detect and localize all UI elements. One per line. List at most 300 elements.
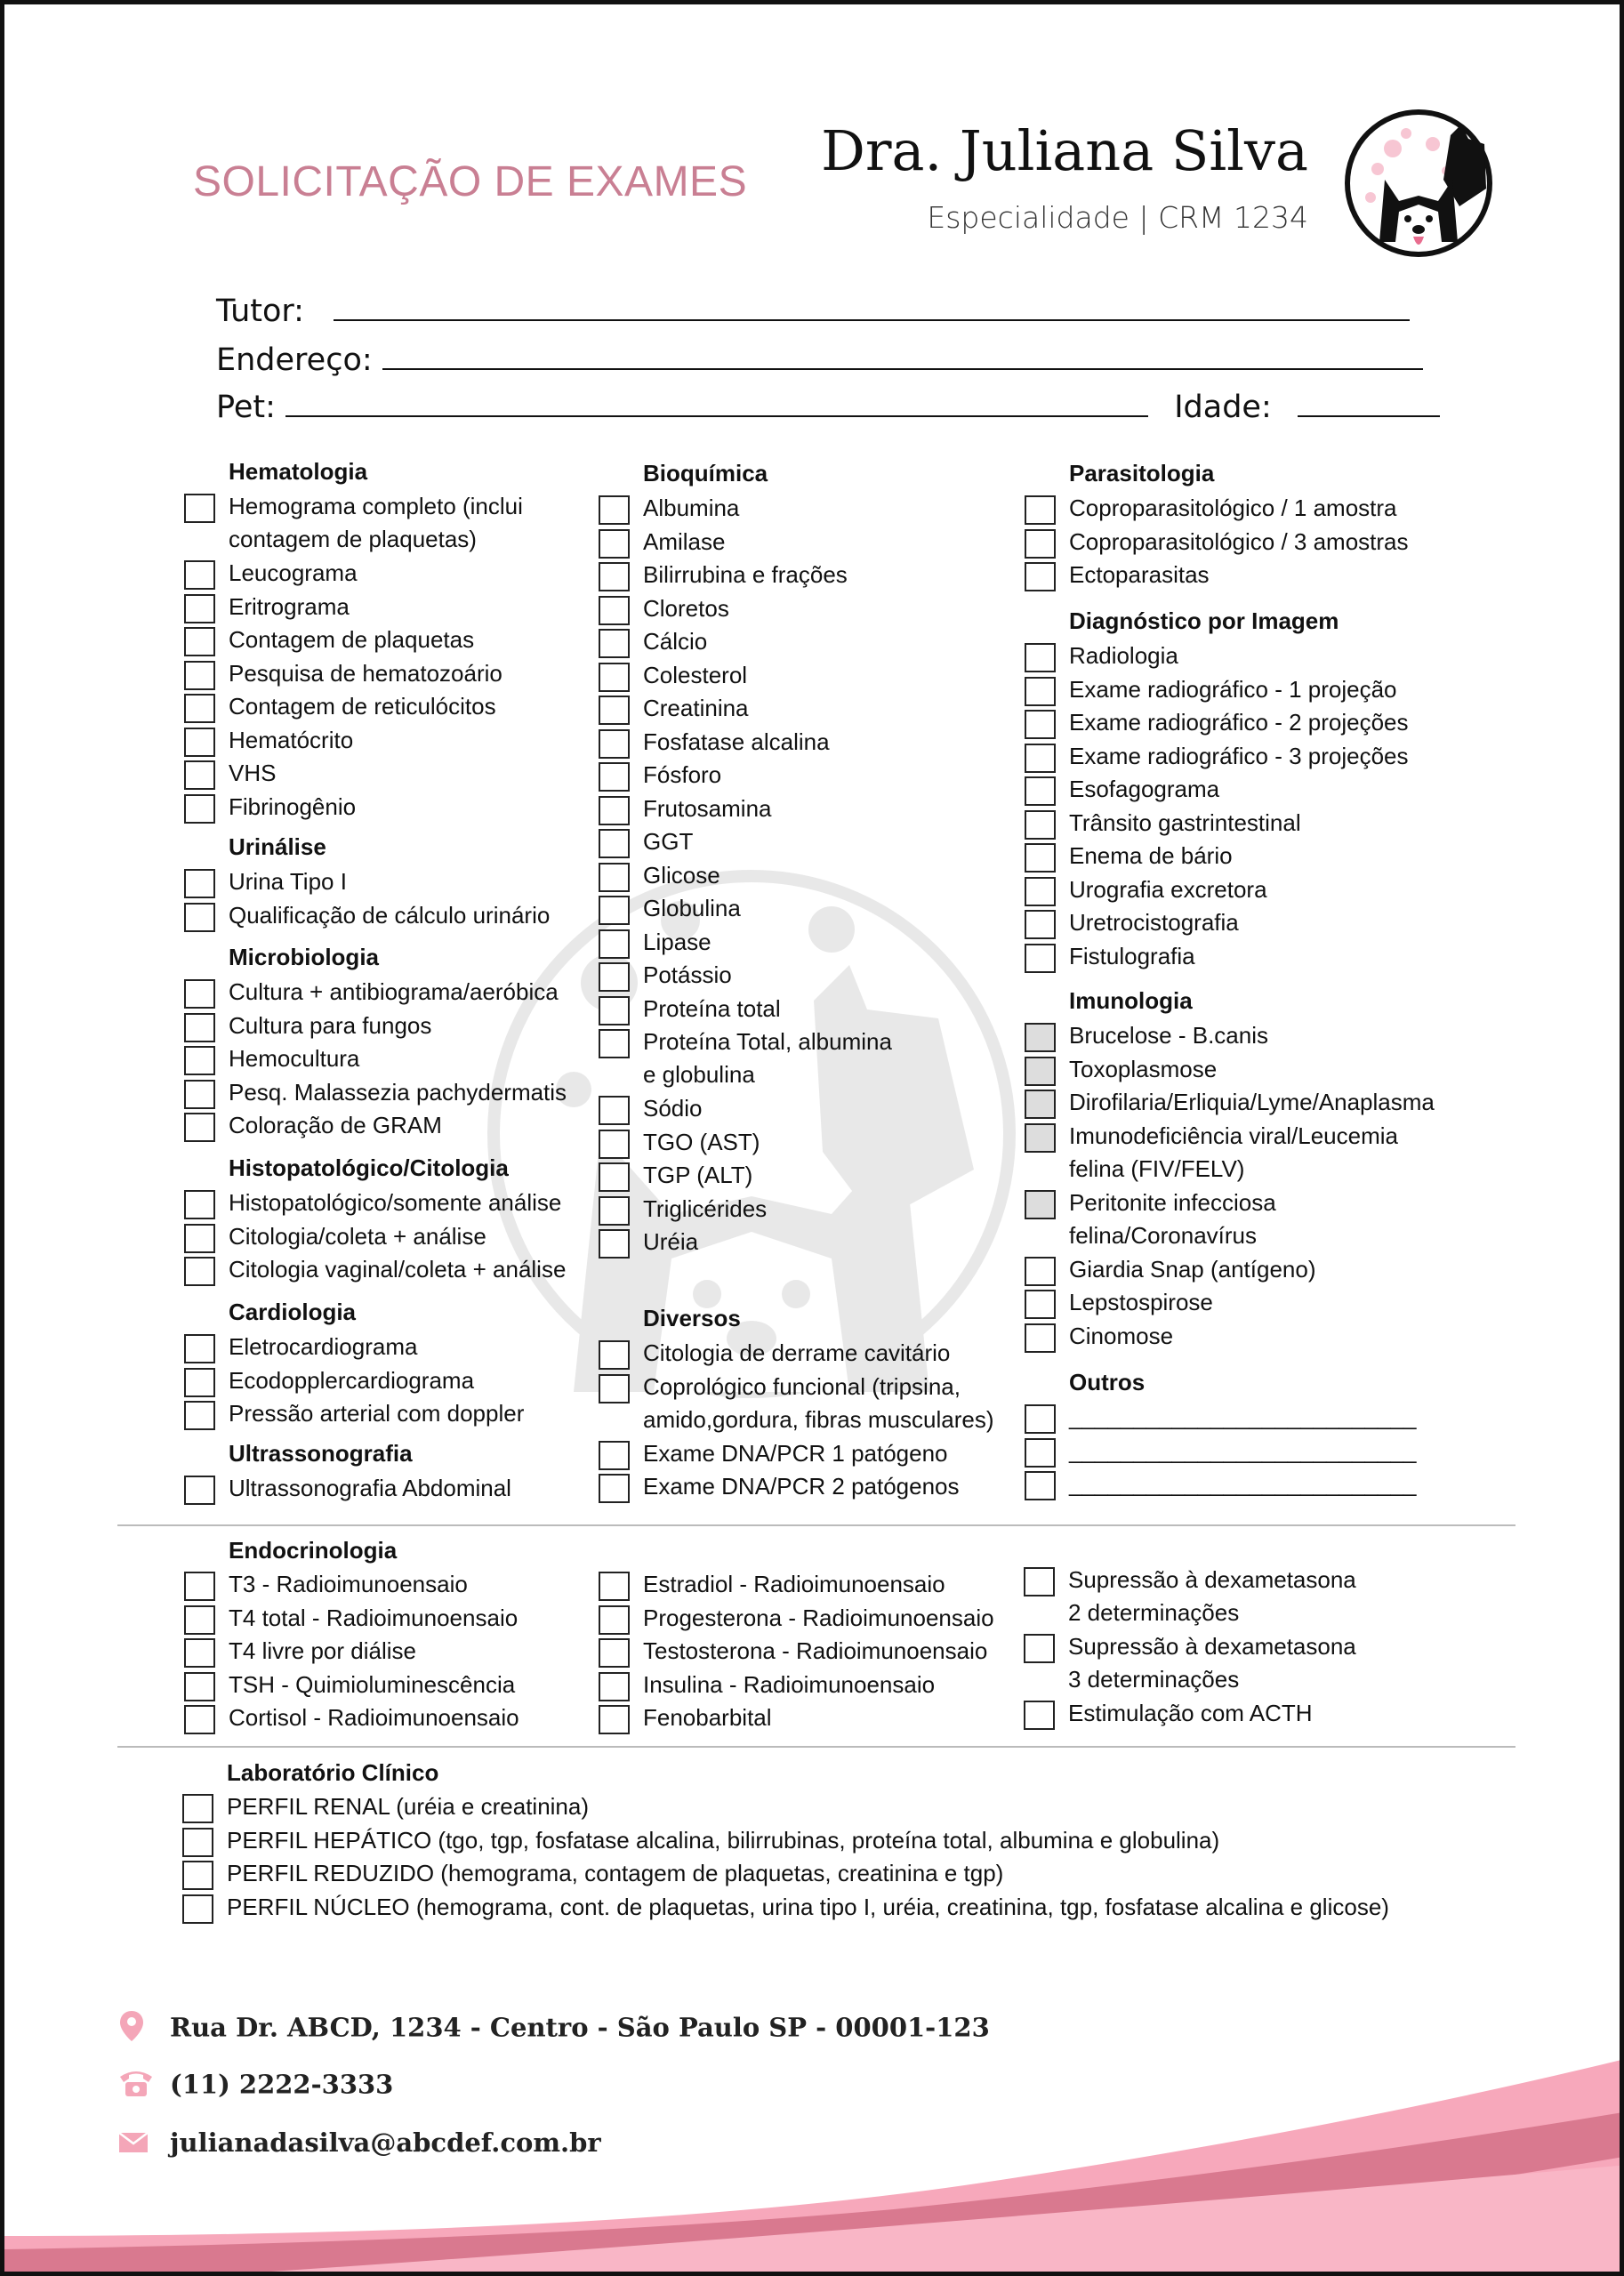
section-title-laboratorio-clinico: Laboratório Clínico xyxy=(227,1759,439,1786)
exam-checkbox[interactable] xyxy=(1024,1567,1055,1596)
exam-label: Creatinina xyxy=(643,695,749,721)
exam-option[interactable] xyxy=(643,526,725,559)
section-title-diagnostico-por-imagem: Diagnóstico por Imagem xyxy=(1069,607,1339,634)
exam-option[interactable] xyxy=(1069,1320,1173,1353)
exam-checkbox[interactable] xyxy=(599,796,630,825)
exam-label: Triglicérides xyxy=(643,1194,768,1222)
exam-checkbox[interactable] xyxy=(599,996,630,1025)
exam-checkbox[interactable] xyxy=(184,560,215,590)
exam-checkbox[interactable] xyxy=(599,1340,630,1370)
exam-label: T4 total - Radioimunoensaio xyxy=(229,1604,519,1631)
exam-option[interactable] xyxy=(1069,1053,1217,1086)
exam-option[interactable] xyxy=(643,492,739,525)
exam-checkbox[interactable] xyxy=(184,979,215,1009)
exam-checkbox[interactable] xyxy=(182,1861,213,1890)
phone-text: (11) 2222-3333 xyxy=(170,2069,394,2100)
exam-option[interactable] xyxy=(1069,873,1267,906)
exam-label: Citologia vaginal/coleta + análise xyxy=(229,1256,567,1283)
endereco-label: Endereço: xyxy=(216,342,373,378)
exam-checkbox[interactable] xyxy=(1025,776,1056,806)
exam-option[interactable] xyxy=(229,1602,518,1635)
exam-checkbox[interactable] xyxy=(1025,944,1056,973)
exam-checkbox[interactable] xyxy=(599,896,630,925)
exam-checkbox[interactable] xyxy=(184,1113,215,1142)
footer-wave xyxy=(4,2058,1624,2272)
exam-checkbox[interactable] xyxy=(1025,1090,1056,1119)
exam-label: T4 livre por diálise xyxy=(229,1637,416,1664)
exam-option[interactable] xyxy=(229,899,550,932)
exam-checkbox[interactable] xyxy=(184,1368,215,1397)
exam-option[interactable] xyxy=(1069,807,1301,840)
exam-option[interactable] xyxy=(643,993,781,1025)
exam-option[interactable] xyxy=(643,659,747,692)
exam-label: Colesterol xyxy=(643,661,748,688)
exam-option[interactable] xyxy=(1069,673,1397,706)
exam-checkbox[interactable] xyxy=(184,494,215,523)
exam-label: Sódio xyxy=(643,1095,703,1122)
exam-checkbox[interactable] xyxy=(599,1096,630,1125)
exam-option[interactable] xyxy=(643,592,729,625)
exam-option[interactable] xyxy=(229,1364,474,1397)
exam-checkbox[interactable] xyxy=(599,1705,630,1734)
exam-checkbox[interactable] xyxy=(1025,1190,1056,1219)
exam-option[interactable] xyxy=(229,1669,515,1701)
exam-label: Proteína total xyxy=(643,994,781,1022)
exam-option[interactable] xyxy=(227,1790,589,1823)
exam-label: Ultrassonografia Abdominal xyxy=(229,1475,511,1501)
exam-label: Citologia de derrame cavitário xyxy=(643,1339,951,1366)
exam-label: Cultura para fungos xyxy=(229,1011,432,1039)
exam-option[interactable] xyxy=(1069,1401,1416,1434)
exam-checkbox[interactable] xyxy=(1024,1701,1055,1730)
exam-label: ___________________________ xyxy=(1069,1403,1417,1430)
exam-checkbox[interactable] xyxy=(599,1130,630,1159)
exam-checkbox[interactable] xyxy=(599,1229,630,1259)
endereco-field[interactable] xyxy=(216,342,1423,378)
section-title-cardiologia: Cardiologia xyxy=(229,1299,357,1325)
section-title-outros: Outros xyxy=(1069,1369,1146,1395)
exam-label: TGO (AST) xyxy=(643,1128,760,1155)
exam-option[interactable] xyxy=(1069,492,1397,525)
exam-label: Giardia Snap (antígeno) xyxy=(1069,1255,1316,1283)
exam-label: GGT xyxy=(643,828,694,855)
exam-label: Hemocultura xyxy=(229,1045,360,1072)
exam-checkbox[interactable] xyxy=(184,594,215,623)
exam-checkbox[interactable] xyxy=(184,661,215,690)
exam-option[interactable] xyxy=(229,591,350,623)
exam-option[interactable] xyxy=(227,1857,1003,1890)
exam-checkbox[interactable] xyxy=(182,1794,213,1823)
exam-checkbox[interactable] xyxy=(1025,495,1056,525)
exam-label: VHS xyxy=(229,760,277,786)
exam-option[interactable] xyxy=(643,1371,994,1436)
section-title-imunologia: Imunologia xyxy=(1069,987,1193,1014)
exam-checkbox[interactable] xyxy=(184,1046,215,1075)
exam-option[interactable] xyxy=(1069,559,1210,591)
exam-option[interactable] xyxy=(229,865,347,898)
exam-option[interactable] xyxy=(229,690,496,723)
exam-option[interactable] xyxy=(643,759,721,792)
idade-label: Idade: xyxy=(1174,390,1272,425)
section-title-ultrassonografia: Ultrassonografia xyxy=(229,1440,413,1467)
section-title-endocrinologia: Endocrinologia xyxy=(229,1537,398,1564)
exam-option[interactable] xyxy=(643,1092,703,1125)
exam-label: Pressão arterial com doppler xyxy=(229,1400,525,1427)
exam-label: Potássio xyxy=(643,961,732,988)
exam-option[interactable] xyxy=(1069,906,1239,939)
exam-checkbox[interactable] xyxy=(1025,1257,1056,1286)
exam-checkbox[interactable] xyxy=(1025,677,1056,706)
exam-label: Fósforo xyxy=(643,761,722,788)
exam-label: Progesterona - Radioimunoensaio xyxy=(643,1604,994,1631)
exam-label: TGP (ALT) xyxy=(643,1162,753,1188)
exam-option[interactable] xyxy=(643,1437,948,1470)
exam-label-continued: felina (FIV/FELV) xyxy=(1069,1154,1245,1182)
exam-option[interactable] xyxy=(227,1891,1389,1924)
exam-checkbox[interactable] xyxy=(182,1828,213,1857)
exam-checkbox[interactable] xyxy=(1025,562,1056,591)
exam-label: T3 - Radioimunoensaio xyxy=(229,1571,468,1597)
exam-checkbox[interactable] xyxy=(184,1476,215,1505)
exam-label: Coproparasitológico / 1 amostra xyxy=(1069,495,1397,521)
exam-checkbox[interactable] xyxy=(1025,1023,1056,1052)
exam-checkbox[interactable] xyxy=(1025,1290,1056,1319)
exam-label: PERFIL REDUZIDO (hemograma, contagem de plaquetas, creatinina e tgp) xyxy=(227,1860,1004,1886)
exam-label-continued: felina/Coronavírus xyxy=(1069,1221,1257,1249)
exam-label: Lepstospirose xyxy=(1069,1289,1213,1315)
address-text: Rua Dr. ABCD, 1234 - Centro - São Paulo SP - 00001-123 xyxy=(170,2012,990,2043)
exam-label: ___________________________ xyxy=(1069,1470,1417,1497)
exam-label: Testosterona - Radioimunoensaio xyxy=(643,1637,988,1664)
exam-option[interactable] xyxy=(643,1193,767,1226)
exam-checkbox[interactable] xyxy=(599,1605,630,1635)
exam-option[interactable] xyxy=(229,1472,511,1505)
exam-option[interactable] xyxy=(1069,1468,1416,1500)
exam-option[interactable] xyxy=(1069,1120,1398,1186)
exam-option[interactable] xyxy=(643,1470,960,1503)
exam-checkbox[interactable] xyxy=(184,1013,215,1042)
exam-option[interactable] xyxy=(229,1331,417,1363)
exam-label: Globulina xyxy=(643,895,741,921)
exam-label: Estradiol - Radioimunoensaio xyxy=(643,1571,945,1597)
exam-option[interactable] xyxy=(643,1568,945,1601)
exam-label: PERFIL NÚCLEO (hemograma, cont. de plaquetas, urina tipo I, uréia, creatinina, tgp, fosfatase alcalina e glicose) xyxy=(227,1893,1389,1920)
tutor-label: Tutor: xyxy=(216,294,304,329)
exam-checkbox[interactable] xyxy=(599,863,630,892)
exam-option[interactable] xyxy=(229,1635,416,1668)
exam-option[interactable] xyxy=(1069,526,1409,559)
exam-checkbox[interactable] xyxy=(184,1705,215,1734)
exam-option[interactable] xyxy=(643,859,720,892)
endereco-line[interactable] xyxy=(382,343,1423,370)
exam-checkbox[interactable] xyxy=(184,760,215,790)
tutor-field[interactable] xyxy=(216,294,1410,329)
exam-label-continued: amido,gordura, fibras musculares) xyxy=(643,1405,994,1433)
exam-label: Albumina xyxy=(643,495,740,521)
exam-label: Radiologia xyxy=(1069,642,1178,669)
exam-label: Glicose xyxy=(643,861,720,889)
exam-option[interactable] xyxy=(1069,773,1219,806)
section-title-bioquimica: Bioquímica xyxy=(643,460,768,487)
idade-line[interactable] xyxy=(1298,390,1440,417)
exam-checkbox[interactable] xyxy=(1025,877,1056,906)
exam-checkbox[interactable] xyxy=(1025,1323,1056,1353)
exam-checkbox[interactable] xyxy=(184,1672,215,1701)
doctor-subtitle: Especialidade | CRM 1234 xyxy=(927,200,1308,235)
exam-option[interactable] xyxy=(643,1159,752,1192)
exam-checkbox[interactable] xyxy=(1024,1634,1055,1663)
section-divider xyxy=(117,1746,1515,1748)
exam-option[interactable] xyxy=(229,557,358,590)
exam-label: Contagem de reticulócitos xyxy=(229,693,496,720)
exam-checkbox[interactable] xyxy=(1025,810,1056,840)
exam-option[interactable] xyxy=(643,1226,698,1259)
exam-label: Fenobarbital xyxy=(643,1704,772,1731)
exam-checkbox[interactable] xyxy=(599,1638,630,1668)
exam-label: Eletrocardiograma xyxy=(229,1333,418,1360)
exam-option[interactable] xyxy=(1069,940,1195,973)
exam-option[interactable] xyxy=(643,625,707,658)
exam-option[interactable] xyxy=(1069,1086,1435,1119)
exam-label: Cálcio xyxy=(643,628,708,655)
exam-checkbox[interactable] xyxy=(1025,1404,1056,1434)
exam-checkbox[interactable] xyxy=(184,1257,215,1286)
exam-option[interactable] xyxy=(1069,1435,1416,1468)
exam-option[interactable] xyxy=(229,976,559,1009)
pet-label: Pet: xyxy=(216,390,276,425)
exam-option[interactable] xyxy=(229,1042,359,1075)
exam-option[interactable] xyxy=(227,1824,1219,1857)
exam-label: Trânsito gastrintestinal xyxy=(1069,808,1301,836)
exam-label-continued: e globulina xyxy=(643,1061,755,1088)
exam-option[interactable] xyxy=(643,792,772,825)
exam-option[interactable] xyxy=(1069,840,1233,873)
pet-field[interactable] xyxy=(216,390,1440,425)
exam-label: Insulina - Radioimunoensaio xyxy=(643,1670,936,1698)
exam-checkbox[interactable] xyxy=(599,495,630,525)
exam-checkbox[interactable] xyxy=(599,663,630,692)
exam-option[interactable] xyxy=(229,623,474,656)
exam-label: Enema de bário xyxy=(1069,842,1233,869)
exam-option[interactable] xyxy=(643,1126,760,1159)
exam-option[interactable] xyxy=(1069,706,1409,739)
exam-label: Peritonite infecciosa xyxy=(1069,1188,1276,1216)
exam-label: Estimulação com ACTH xyxy=(1068,1700,1313,1726)
exam-label: Exame DNA/PCR 1 patógeno xyxy=(643,1439,948,1467)
exam-label: Cultura + antibiograma/aeróbica xyxy=(229,978,559,1005)
address-row xyxy=(118,2009,990,2049)
exam-option[interactable] xyxy=(229,724,353,757)
section-title-histopatologico-citologia: Histopatológico/Citologia xyxy=(229,1154,509,1181)
exam-checkbox[interactable] xyxy=(182,1894,213,1924)
exam-checkbox[interactable] xyxy=(184,1190,215,1219)
exam-option[interactable] xyxy=(229,1076,567,1109)
exam-checkbox[interactable] xyxy=(1025,710,1056,739)
exam-checkbox[interactable] xyxy=(599,1441,630,1470)
exam-checkbox[interactable] xyxy=(184,728,215,757)
tutor-line[interactable] xyxy=(334,294,1410,321)
clinic-logo xyxy=(1344,109,1493,258)
exam-option[interactable] xyxy=(643,926,712,959)
exam-label: Leucograma xyxy=(229,559,358,586)
exam-option[interactable] xyxy=(1069,740,1409,773)
exam-label: Histopatológico/somente análise xyxy=(229,1189,562,1216)
exam-label: Supressão à dexametasona xyxy=(1068,1633,1356,1660)
exam-checkbox[interactable] xyxy=(599,1162,630,1192)
exam-label: Imunodeficiência viral/Leucemia xyxy=(1069,1122,1398,1149)
exam-checkbox[interactable] xyxy=(184,1638,215,1668)
exam-checkbox[interactable] xyxy=(599,696,630,725)
exam-option[interactable] xyxy=(1069,1019,1268,1052)
exam-label: Fistulografia xyxy=(1069,942,1195,969)
exam-checkbox[interactable] xyxy=(1025,843,1056,873)
exam-option[interactable] xyxy=(643,559,848,591)
exam-option[interactable] xyxy=(229,791,356,824)
exam-checkbox[interactable] xyxy=(1025,910,1056,939)
exam-option[interactable] xyxy=(1068,1697,1313,1730)
exam-label: Exame radiográfico - 3 projeções xyxy=(1069,742,1409,769)
exam-option[interactable] xyxy=(1068,1630,1356,1696)
exam-option[interactable] xyxy=(643,825,693,858)
exam-label: Eritrograma xyxy=(229,592,350,620)
exam-option[interactable] xyxy=(229,1109,442,1142)
exam-checkbox[interactable] xyxy=(599,929,630,959)
exam-label: Contagem de plaquetas xyxy=(229,626,475,653)
exam-checkbox[interactable] xyxy=(184,1605,215,1635)
exam-option[interactable] xyxy=(229,1253,566,1286)
exam-checkbox[interactable] xyxy=(599,596,630,625)
exam-option[interactable] xyxy=(229,1701,519,1734)
exam-option[interactable] xyxy=(643,1025,892,1091)
location-pin-icon xyxy=(118,2009,154,2049)
exam-label: Lipase xyxy=(643,928,712,955)
exam-checkbox[interactable] xyxy=(599,1029,630,1058)
exam-checkbox[interactable] xyxy=(184,1572,215,1601)
exam-label: Dirofilaria/Erliquia/Lyme/Anaplasma xyxy=(1069,1089,1435,1115)
exam-label: PERFIL RENAL (uréia e creatinina) xyxy=(227,1793,590,1820)
exam-label: Esofagograma xyxy=(1069,776,1220,802)
exam-label: Exame radiográfico - 1 projeção xyxy=(1069,675,1397,703)
exam-option[interactable] xyxy=(1069,1286,1213,1319)
exam-label: Hematócrito xyxy=(229,726,354,753)
exam-label: Fibrinogênio xyxy=(229,792,357,820)
exam-label: Fosfatase alcalina xyxy=(643,728,830,755)
exam-label: Bilirrubina e frações xyxy=(643,561,848,588)
exam-label: Cloretos xyxy=(643,594,729,622)
exam-option[interactable] xyxy=(229,1220,486,1253)
exam-option[interactable] xyxy=(229,1009,431,1042)
exam-checkbox[interactable] xyxy=(1025,1123,1056,1153)
exam-checkbox[interactable] xyxy=(184,869,215,898)
exam-checkbox[interactable] xyxy=(1025,744,1056,773)
exam-label: ___________________________ xyxy=(1069,1436,1417,1464)
exam-checkbox[interactable] xyxy=(1025,1057,1056,1086)
exam-option[interactable] xyxy=(1069,639,1178,672)
exam-checkbox[interactable] xyxy=(599,1474,630,1503)
exam-label: Coproparasitológico / 3 amostras xyxy=(1069,527,1409,555)
exam-option[interactable] xyxy=(1068,1564,1356,1629)
section-title-hematologia: Hematologia xyxy=(229,458,368,485)
exam-option[interactable] xyxy=(1069,1253,1316,1286)
exam-option[interactable] xyxy=(229,1186,561,1219)
exam-checkbox[interactable] xyxy=(599,729,630,759)
exam-label: Amilase xyxy=(643,527,726,555)
exam-option[interactable] xyxy=(643,1635,987,1668)
exam-checkbox[interactable] xyxy=(599,1672,630,1701)
exam-checkbox[interactable] xyxy=(184,1401,215,1430)
exam-label: Supressão à dexametasona xyxy=(1068,1566,1356,1593)
exam-label: Toxoplasmose xyxy=(1069,1055,1218,1082)
exam-label: Frutosamina xyxy=(643,794,772,822)
exam-label: Coprológico funcional (tripsina, xyxy=(643,1372,961,1400)
exam-option[interactable] xyxy=(1069,1186,1276,1252)
exam-option[interactable] xyxy=(229,1568,468,1601)
exam-checkbox[interactable] xyxy=(599,529,630,559)
exam-label: Coloração de GRAM xyxy=(229,1112,442,1138)
exam-label: PERFIL HEPÁTICO (tgo, tgp, fosfatase alcalina, bilirrubinas, proteína total, albumina e globulina) xyxy=(227,1826,1220,1854)
exam-option[interactable] xyxy=(643,1669,935,1701)
exam-checkbox[interactable] xyxy=(599,962,630,992)
exam-label: Urina Tipo I xyxy=(229,868,347,895)
exam-checkbox[interactable] xyxy=(1025,1438,1056,1468)
exam-checkbox[interactable] xyxy=(599,762,630,792)
exam-option[interactable] xyxy=(229,757,276,790)
exam-option[interactable] xyxy=(643,726,830,759)
email-text: julianadasilva@abcdef.com.br xyxy=(170,2127,601,2158)
exam-option[interactable] xyxy=(643,1701,772,1734)
exam-option[interactable] xyxy=(229,1397,524,1430)
section-title-urinalise: Urinálise xyxy=(229,833,326,860)
exam-option[interactable] xyxy=(229,490,523,556)
exam-label: Qualificação de cálculo urinário xyxy=(229,901,551,929)
exam-label: Cinomose xyxy=(1069,1322,1174,1349)
exam-checkbox[interactable] xyxy=(599,1572,630,1601)
exam-checkbox[interactable] xyxy=(599,1374,630,1403)
exam-checkbox[interactable] xyxy=(184,794,215,824)
exam-checkbox[interactable] xyxy=(184,1224,215,1253)
exam-checkbox[interactable] xyxy=(599,629,630,658)
exam-checkbox[interactable] xyxy=(599,562,630,591)
exam-option[interactable] xyxy=(229,657,502,690)
exam-option[interactable] xyxy=(643,892,741,925)
exam-checkbox[interactable] xyxy=(184,694,215,723)
exam-label: Uréia xyxy=(643,1228,699,1255)
exam-label: Ecodopplercardiograma xyxy=(229,1366,475,1394)
exam-checkbox[interactable] xyxy=(184,1080,215,1109)
exam-label: Pesquisa de hematozoário xyxy=(229,659,502,687)
exam-checkbox[interactable] xyxy=(184,903,215,932)
exam-checkbox[interactable] xyxy=(599,829,630,858)
exam-option[interactable] xyxy=(643,692,749,725)
exam-checkbox[interactable] xyxy=(184,627,215,656)
pet-line[interactable] xyxy=(285,390,1148,417)
exam-checkbox[interactable] xyxy=(1025,643,1056,672)
exam-checkbox[interactable] xyxy=(184,1334,215,1363)
exam-checkbox[interactable] xyxy=(1025,1471,1056,1500)
exam-option[interactable] xyxy=(643,1602,994,1635)
exam-label-continued: 2 determinações xyxy=(1068,1599,1240,1626)
exam-checkbox[interactable] xyxy=(1025,529,1056,559)
section-title-microbiologia: Microbiologia xyxy=(229,944,379,970)
exam-label-continued: 3 determinações xyxy=(1068,1666,1240,1693)
exam-option[interactable] xyxy=(643,959,732,992)
exam-checkbox[interactable] xyxy=(599,1196,630,1226)
exam-label: Brucelose - B.canis xyxy=(1069,1022,1268,1049)
exam-label: Hemograma completo (inclui xyxy=(229,493,523,519)
exam-label: Exame DNA/PCR 2 patógenos xyxy=(643,1473,960,1500)
section-title-diversos: Diversos xyxy=(643,1305,741,1331)
exam-option[interactable] xyxy=(643,1337,950,1370)
